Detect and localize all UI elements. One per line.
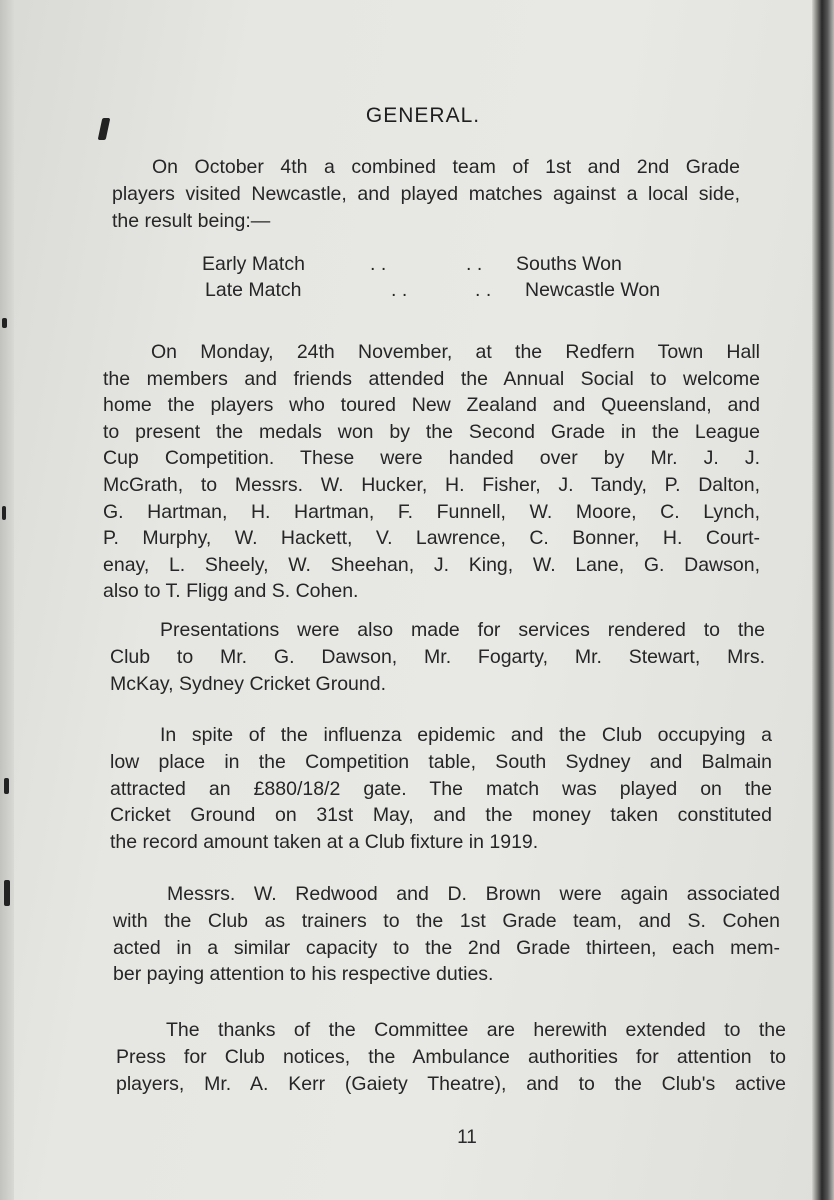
match-name: Early Match xyxy=(202,253,305,275)
page-title: GENERAL. xyxy=(365,104,481,127)
text-line: enay, L. Sheely, W. Sheehan, J. King, W. Lane, G. Dawson, xyxy=(103,553,760,576)
margin-ink-mark xyxy=(2,318,7,328)
text-line: McKay, Sydney Cricket Ground. xyxy=(110,672,386,695)
text-line: On Monday, 24th November, at the Redfern Town Hall xyxy=(151,341,760,363)
margin-ink-mark xyxy=(4,880,10,906)
text-line: the result being:— xyxy=(112,209,271,232)
book-spine-edge xyxy=(812,0,834,1200)
text-line: to present the medals won by the Second Grade in the League xyxy=(103,420,760,443)
text-line: the record amount taken at a Club fixture in 1919. xyxy=(110,831,539,854)
result-row-early-match xyxy=(202,253,622,276)
text-line: the members and friends attended the Annual Social to welcome xyxy=(103,367,760,390)
leader-dots: . . xyxy=(466,253,483,275)
page-left-shadow xyxy=(0,0,14,1200)
paragraph-thanks xyxy=(116,1017,786,1097)
text-line: Press for Club notices, the Ambulance authorities for attention to xyxy=(116,1045,786,1068)
result-row-late-match xyxy=(205,279,660,302)
text-line: McGrath, to Messrs. W. Hucker, H. Fisher, J. Tandy, P. Dalton, xyxy=(103,473,760,496)
text-line: also to T. Fligg and S. Cohen. xyxy=(103,580,359,603)
paragraph-influenza-gate xyxy=(110,722,772,856)
text-line: players visited Newcastle, and played matches against a local side, xyxy=(112,182,740,205)
text-line: players, Mr. A. Kerr (Gaiety Theatre), and to the Club's active xyxy=(116,1072,786,1095)
paragraph-presentations xyxy=(110,617,765,697)
text-line: On October 4th a combined team of 1st and 2nd Grade xyxy=(152,156,740,178)
match-name: Late Match xyxy=(205,279,302,301)
paragraph-newcastle-visit xyxy=(112,154,740,234)
text-line: acted in a similar capacity to the 2nd Grade thirteen, each mem- xyxy=(113,936,780,959)
text-line: The thanks of the Committee are herewith extended to the xyxy=(166,1019,786,1041)
text-line: Club to Mr. G. Dawson, Mr. Fogarty, Mr. Stewart, Mrs. xyxy=(110,645,765,668)
text-line: ber paying attention to his respective duties. xyxy=(113,963,494,986)
page-number: 11 xyxy=(457,1127,477,1148)
text-line: P. Murphy, W. Hackett, V. Lawrence, C. Bonner, H. Court- xyxy=(103,527,760,550)
paragraph-trainers xyxy=(113,881,780,988)
paragraph-annual-social xyxy=(103,339,760,605)
margin-ink-mark xyxy=(2,506,6,520)
match-result: Souths Won xyxy=(516,253,622,275)
match-result: Newcastle Won xyxy=(525,279,661,301)
text-line: In spite of the influenza epidemic and the Club occupying a xyxy=(160,724,772,746)
text-line: Messrs. W. Redwood and D. Brown were again associated xyxy=(167,883,780,905)
margin-ink-mark xyxy=(4,778,9,794)
text-line: attracted an £880/18/2 gate. The match was played on the xyxy=(110,777,772,800)
text-line: G. Hartman, H. Hartman, F. Funnell, W. Moore, C. Lynch, xyxy=(103,500,760,523)
leader-dots: . . xyxy=(391,279,408,301)
text-line: Cup Competition. These were handed over by Mr. J. J. xyxy=(103,447,760,470)
text-line: Presentations were also made for services rendered to the xyxy=(160,619,765,641)
text-line: with the Club as trainers to the 1st Grade team, and S. Cohen xyxy=(113,909,780,932)
leader-dots: . . xyxy=(475,279,492,301)
text-line: home the players who toured New Zealand and Queensland, and xyxy=(103,394,760,417)
leader-dots: . . xyxy=(370,253,387,275)
text-line: Cricket Ground on 31st May, and the money taken constituted xyxy=(110,804,772,827)
text-line: low place in the Competition table, South Sydney and Balmain xyxy=(110,750,772,773)
